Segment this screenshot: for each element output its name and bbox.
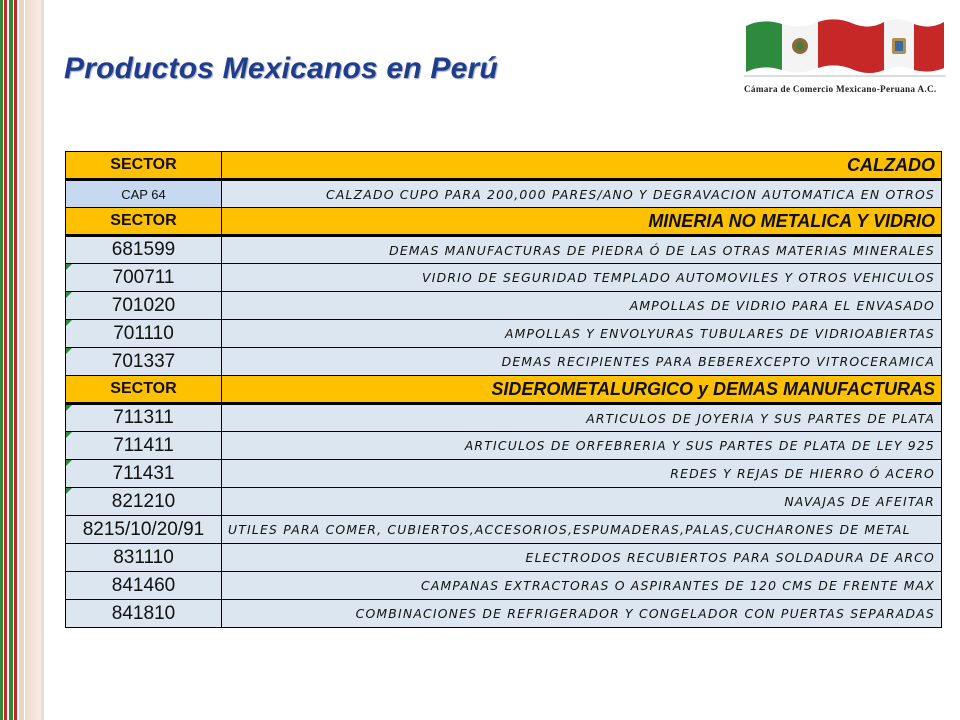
product-row bbox=[66, 348, 942, 376]
product-code: 831110 bbox=[66, 544, 222, 572]
sector-header-row bbox=[66, 208, 942, 236]
product-description: CAMPANAS EXTRACTORAS O ASPIRANTES DE 120 CMS DE FRENTE MAX bbox=[222, 572, 942, 600]
product-code: 701337 bbox=[66, 348, 222, 376]
product-description: AMPOLLAS Y ENVOLYURAS TUBULARES DE VIDRIOABIERTAS bbox=[222, 320, 942, 348]
sector-name: MINERIA NO METALICA Y VIDRIO bbox=[222, 208, 942, 236]
product-row bbox=[66, 180, 942, 208]
flags-icon bbox=[742, 12, 946, 80]
product-row bbox=[66, 432, 942, 460]
products-table bbox=[65, 151, 942, 628]
product-description: REDES Y REJAS DE HIERRO Ó ACERO bbox=[222, 460, 942, 488]
product-description: ARTICULOS DE JOYERIA Y SUS PARTES DE PLATA bbox=[222, 404, 942, 432]
product-row bbox=[66, 516, 942, 544]
cell-error-marker-icon bbox=[66, 432, 72, 438]
product-row bbox=[66, 572, 942, 600]
product-code: 821210 bbox=[66, 488, 222, 516]
product-row bbox=[66, 488, 942, 516]
product-code: 681599 bbox=[66, 236, 222, 264]
sector-name: SIDEROMETALURGICO y DEMAS MANUFACTURAS bbox=[222, 376, 942, 404]
product-row bbox=[66, 460, 942, 488]
product-row bbox=[66, 292, 942, 320]
product-description: ELECTRODOS RECUBIERTOS PARA SOLDADURA DE ARCO bbox=[222, 544, 942, 572]
chamber-logo bbox=[740, 12, 950, 100]
product-description: CALZADO CUPO PARA 200,000 PARES/ANO Y DEGRAVACION AUTOMATICA EN OTROS bbox=[222, 180, 942, 208]
product-code: 841460 bbox=[66, 572, 222, 600]
product-code: 841810 bbox=[66, 600, 222, 628]
product-row bbox=[66, 320, 942, 348]
product-description: DEMAS RECIPIENTES PARA BEBEREXCEPTO VITROCERAMICA bbox=[222, 348, 942, 376]
cell-error-marker-icon bbox=[66, 292, 72, 298]
product-code: 701020 bbox=[66, 292, 222, 320]
product-description: DEMAS MANUFACTURAS DE PIEDRA Ó DE LAS OTRAS MATERIAS MINERALES bbox=[222, 236, 942, 264]
logo-caption: Cámara de Comercio Mexicano-Peruana A.C. bbox=[744, 84, 937, 94]
product-code: 8215/10/20/91 bbox=[66, 516, 222, 544]
product-code: 711431 bbox=[66, 460, 222, 488]
decorative-side-stripes bbox=[0, 0, 46, 720]
product-description: UTILES PARA COMER, CUBIERTOS,ACCESORIOS,ESPUMADERAS,PALAS,CUCHARONES DE METAL bbox=[222, 516, 942, 544]
product-code: 711411 bbox=[66, 432, 222, 460]
cell-error-marker-icon bbox=[66, 264, 72, 270]
product-code: 700711 bbox=[66, 264, 222, 292]
sector-name: CALZADO bbox=[222, 152, 942, 180]
product-description: ARTICULOS DE ORFEBRERIA Y SUS PARTES DE PLATA DE LEY 925 bbox=[222, 432, 942, 460]
sector-label: SECTOR bbox=[66, 376, 222, 404]
cell-error-marker-icon bbox=[66, 405, 72, 411]
cell-error-marker-icon bbox=[66, 348, 72, 354]
product-code: CAP 64 bbox=[66, 180, 222, 208]
product-row bbox=[66, 544, 942, 572]
product-description: VIDRIO DE SEGURIDAD TEMPLADO AUTOMOVILES Y OTROS VEHICULOS bbox=[222, 264, 942, 292]
sector-header-row bbox=[66, 376, 942, 404]
product-row bbox=[66, 236, 942, 264]
page-title: Productos Mexicanos en Perú bbox=[64, 52, 498, 85]
product-row bbox=[66, 600, 942, 628]
cell-error-marker-icon bbox=[66, 460, 72, 466]
sector-label: SECTOR bbox=[66, 208, 222, 236]
cell-error-marker-icon bbox=[66, 320, 72, 326]
product-description: AMPOLLAS DE VIDRIO PARA EL ENVASADO bbox=[222, 292, 942, 320]
sector-header-row bbox=[66, 152, 942, 180]
product-code: 701110 bbox=[66, 320, 222, 348]
product-row bbox=[66, 264, 942, 292]
product-description: COMBINACIONES DE REFRIGERADOR Y CONGELADOR CON PUERTAS SEPARADAS bbox=[222, 600, 942, 628]
cell-error-marker-icon bbox=[66, 488, 72, 494]
product-code: 711311 bbox=[66, 404, 222, 432]
product-description: NAVAJAS DE AFEITAR bbox=[222, 488, 942, 516]
peru-flag-icon bbox=[854, 19, 944, 73]
mexico-flag-icon bbox=[746, 19, 854, 72]
product-row bbox=[66, 404, 942, 432]
sector-label: SECTOR bbox=[66, 152, 222, 180]
